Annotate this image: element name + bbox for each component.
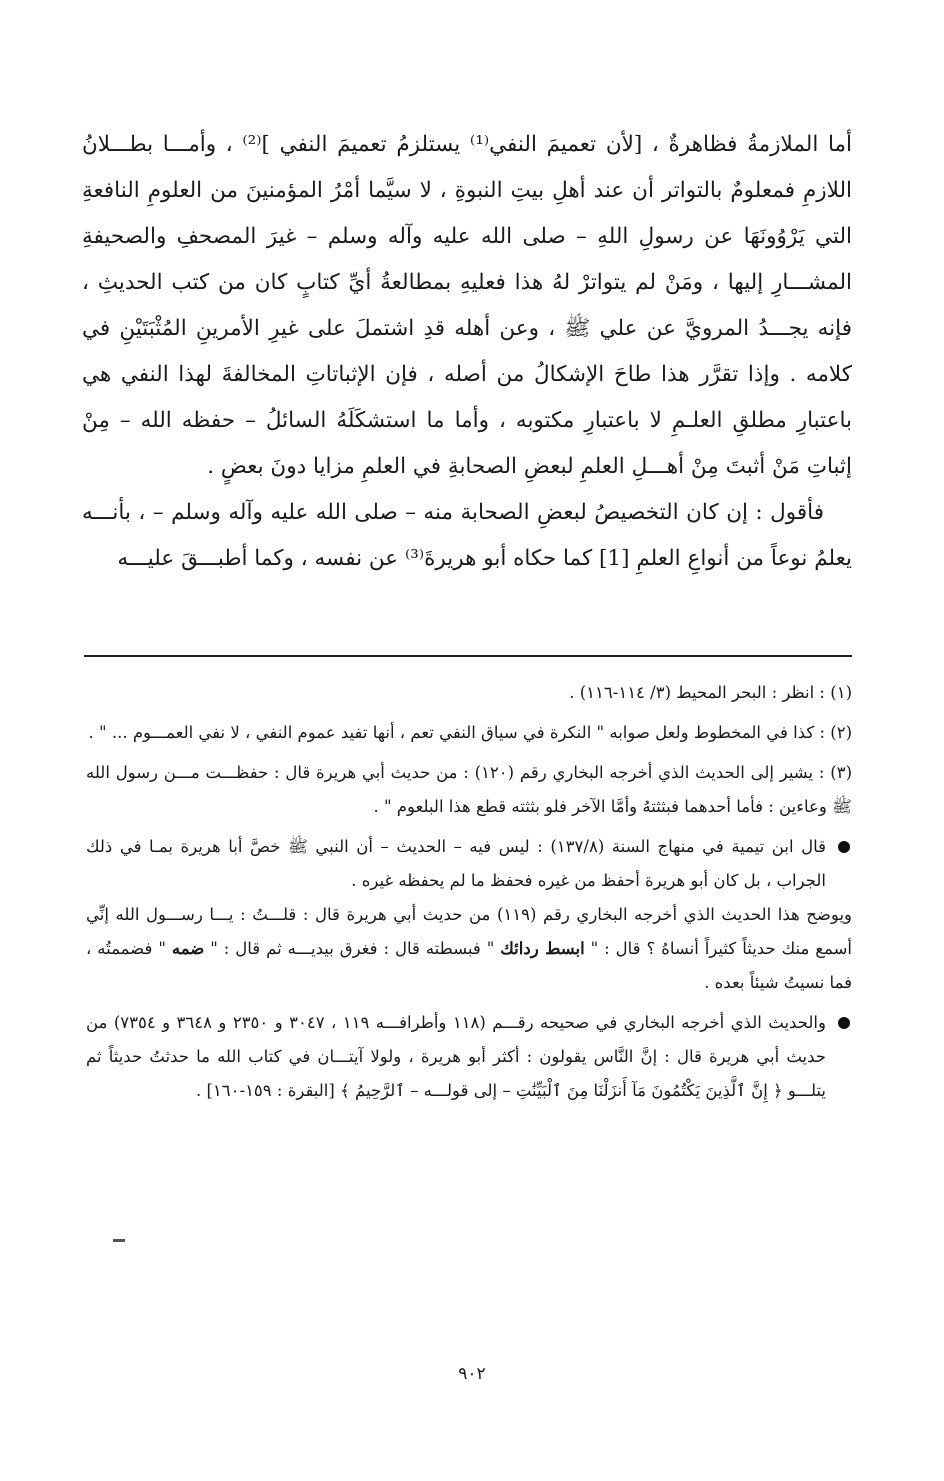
footnote-3-explanation	[86, 898, 852, 1000]
paragraph-1: أما الملازمةُ فظاهرةٌ ، [لأن تعميمَ النفي⁽¹⁾ يستلزمُ تعميمَ النفي ]⁽²⁾ ، وأمـــا بطـــلانُ اللازمِ فمعلومٌ بالتواتر أن عند أهلِ بيتِ النبوةِ ، لا سيَّما أمْرُ المؤمنينَ من العلومِ النافعةِ التي يَرْوُونَهَا عن رسولِ اللهِ – صلى الله عليه وآله وسلم – غيرَ المصحفِ والصحيفةِ المشـــارِ إليها ، ومَنْ لم يتواترْ لهُ هذا فعليهِ بمطالعةُ أيِّ كتابٍ كان من كتب الحديثِ ، فإنه يجـــدُ المرويَّ عن علي ﷺ ، وعن أهله قدِ اشتملَ على غيرِ الأمرينِ المُثْبَتَيْنِ في كلامه . وإذا تقرَّر هذا طاحَ الإشكالُ من أصله ، فإن الإثباتاتِ المخالفةَ لهذا النفي هي باعتبارِ مطلقِ العلـمِ لا باعتبارِ مكتوبه ، وأما ما استشكَلَهُ السائلُ – حفظه الله – مِنْ إثباتِ مَنْ أثبتَ مِنْ أهـــلِ العلمِ لبعضِ الصحابةِ في العلمِ مزايا دونَ بعضٍ .	[82, 132, 853, 479]
main-text	[82, 122, 852, 582]
explanation-text-e: " فضممتُه ، فما نسيتُ شيئاً بعده .	[86, 939, 852, 992]
explanation-text-a: ويوضح هذا الحديث الذي أخرجه البخاري رقم (١١٩) من حديث أبي هريرة قال : قلـــتُ : يـــا رســـول الله إنِّي أسمع منك حديثاً كثيراً أنساهُ ؟ قال : "	[86, 905, 853, 958]
footnote-separator	[84, 655, 852, 657]
explanation-quote-spread: ابسط ردائك	[500, 939, 585, 958]
footnote-3: (٣) : يشير إلى الحديث الذي أخرجه البخاري رقم (١٢٠) : من حديث أبي هريرة قال : حفظـــت مـــن رسول الله ﷺ وعاءين : فأما أحدهما فبثثتهُ وأمَّا الآخر فلو بثثته قطع هذا البلعوم " .	[86, 763, 852, 816]
footnote-3-bullet-ibn-taymiyya: قال ابن تيمية في منهاج السنة (١٣٧/٨) : ليس فيه – الحديث – أن النبي ﷺ خصَّ أبا هريرة بمـا في ذلك الجراب ، بل كان أبو هريرة أحفظ من غيره فحفظ ما لم يحفظه غيره .	[86, 830, 852, 898]
page-number: ٩٠٢	[458, 1364, 486, 1384]
footnote-1: (١) : انظر : البحر المحيط (٣/ ١١٤-١١٦) .	[569, 683, 852, 702]
margin-mark	[113, 1239, 125, 1242]
footnotes	[86, 676, 852, 1108]
explanation-quote-hold: ضمه	[171, 939, 205, 958]
footnote-2: (٢) : كذا في المخطوط ولعل صوابه " النكرة في سياق النفي تعم ، أنها تفيد عموم النفي ، لا نفي العمـــوم ... " .	[88, 723, 852, 742]
footnote-3-bullet-bukhari: والحديث الذي أخرجه البخاري في صحيحه رقـــم (١١٨ وأطرافـــه ١١٩ ، ٣٠٤٧ و ٢٣٥٠ و ٣٦٤٨ و ٧٣٥٤) من حديث أبي هريرة قال : إنَّ النَّاس يقولون : أكثر أبو هريرة ، ولولا آيتـــان في كتاب الله ما حدثتُ حديثاً ثم يتلـــو ﴿ إِنَّ ٱلَّذِينَ يَكْتُمُونَ مَآ أَنزَلْنَا مِنَ ٱلْبَيِّنَٰتِ – إلى قولـــه – ٱلرَّحِيمُ ﴾ [البقرة : ١٥٩-١٦٠] .	[86, 1006, 852, 1108]
paragraph-2: فأقول : إن كان التخصيصُ لبعضِ الصحابة منه – صلى الله عليه وآله وسلم – ، بأنـــه يعلمُ نوعاً من أنواعِ العلمِ [1] كما حكاه أبو هريرةَ⁽³⁾ عن نفسه ، وكما أطبـــقَ عليـــه	[82, 500, 852, 571]
explanation-text-c: " فبسطته قال : فغرق بيديـــه ثم قال : "	[204, 939, 501, 958]
